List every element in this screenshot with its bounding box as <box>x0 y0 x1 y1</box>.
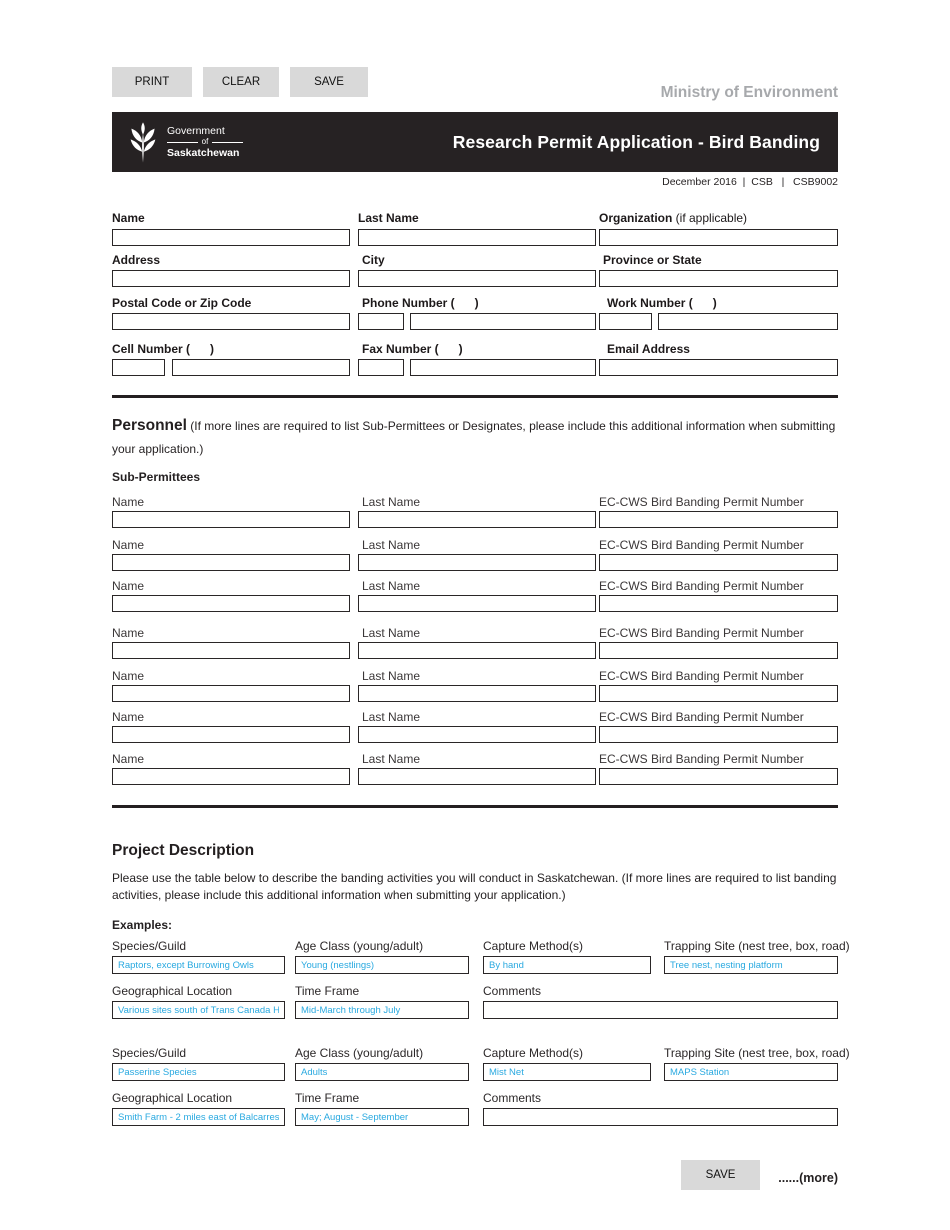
clear-button[interactable]: CLEAR <box>203 67 279 97</box>
project-description-heading: Project Description <box>112 842 255 859</box>
version-meta: December 2016 | CSB | CSB9002 <box>662 176 838 188</box>
cell-area-code-input[interactable] <box>112 359 165 376</box>
organization-label-note: (if applicable) <box>672 211 748 225</box>
subpermittee-name-label: Name <box>112 710 145 724</box>
subpermittee-last-name-label: Last Name <box>362 626 421 640</box>
subpermittee-last-name-label: Last Name <box>362 579 421 593</box>
subpermittee-permit-input[interactable] <box>599 726 838 743</box>
fax-number-input[interactable] <box>410 359 596 376</box>
wheat-sheaf-icon <box>126 122 160 163</box>
personnel-section-intro <box>112 414 844 461</box>
email-label: Email Address <box>607 342 690 356</box>
time-frame-input[interactable] <box>295 1001 469 1019</box>
name-label: Name <box>112 211 145 225</box>
last-name-label: Last Name <box>358 211 419 225</box>
email-input[interactable] <box>599 359 838 376</box>
address-label: Address <box>112 253 161 267</box>
section-divider <box>112 395 838 398</box>
example-block-2 <box>112 1046 850 1130</box>
subpermittee-name-input[interactable] <box>112 642 350 659</box>
subpermittee-last-name-input[interactable] <box>358 554 596 571</box>
age-class-input[interactable] <box>295 1063 469 1081</box>
subpermittee-last-name-label: Last Name <box>362 669 421 683</box>
subpermittee-row-7 <box>112 752 838 788</box>
trapping-site-input[interactable] <box>664 956 838 974</box>
time-frame-label: Time Frame <box>295 1091 360 1105</box>
subpermittee-permit-label: EC-CWS Bird Banding Permit Number <box>599 752 804 766</box>
examples-label: Examples: <box>112 918 173 932</box>
logo-of-text: of <box>201 137 209 147</box>
logo-line-saskatchewan: Saskatchewan <box>167 146 240 159</box>
print-button[interactable]: PRINT <box>112 67 192 97</box>
species-guild-input[interactable] <box>112 956 285 974</box>
work-area-code-input[interactable] <box>599 313 652 330</box>
toolbar <box>112 67 368 97</box>
subpermittee-name-input[interactable] <box>112 685 350 702</box>
subpermittee-name-input[interactable] <box>112 511 350 528</box>
city-input[interactable] <box>358 270 596 287</box>
trapping-site-input[interactable] <box>664 1063 838 1081</box>
age-class-label: Age Class (young/adult) <box>295 1046 424 1060</box>
city-label: City <box>362 253 385 267</box>
trapping-site-label: Trapping Site (nest tree, box, road) <box>664 939 850 953</box>
subpermittees-label: Sub-Permittees <box>112 470 201 484</box>
phone-area-code-input[interactable] <box>358 313 404 330</box>
comments-input[interactable] <box>483 1001 838 1019</box>
more-indicator: ......(more) <box>778 1171 838 1185</box>
subpermittee-permit-input[interactable] <box>599 685 838 702</box>
geographical-location-label: Geographical Location <box>112 984 233 998</box>
section-divider <box>112 805 838 808</box>
capture-method-label: Capture Method(s) <box>483 939 584 953</box>
geographical-location-input[interactable] <box>112 1001 285 1019</box>
logo-line-government: Government <box>167 124 225 137</box>
name-input[interactable] <box>112 229 350 246</box>
subpermittee-row-4 <box>112 626 838 662</box>
subpermittee-name-label: Name <box>112 752 145 766</box>
personnel-heading: Personnel <box>112 417 187 434</box>
subpermittee-permit-label: EC-CWS Bird Banding Permit Number <box>599 579 804 593</box>
postal-code-input[interactable] <box>112 313 350 330</box>
logo-line-of <box>167 137 243 147</box>
ministry-title: Ministry of Environment <box>660 84 838 101</box>
fax-area-code-input[interactable] <box>358 359 404 376</box>
save-button-bottom[interactable]: SAVE <box>681 1160 760 1190</box>
subpermittee-row-3 <box>112 579 838 615</box>
government-logo <box>126 122 243 163</box>
organization-input[interactable] <box>599 229 838 246</box>
age-class-input[interactable] <box>295 956 469 974</box>
subpermittee-permit-input[interactable] <box>599 768 838 785</box>
phone-number-input[interactable] <box>410 313 596 330</box>
address-input[interactable] <box>112 270 350 287</box>
species-guild-input[interactable] <box>112 1063 285 1081</box>
example-block-1 <box>112 939 850 1023</box>
geographical-location-input[interactable] <box>112 1108 285 1126</box>
subpermittee-row-1 <box>112 495 838 531</box>
postal-code-label: Postal Code or Zip Code <box>112 296 252 310</box>
personnel-note: (If more lines are required to list Sub-Permittees or Designates, please include this additional information when submitting your application.) <box>112 419 836 457</box>
capture-method-label: Capture Method(s) <box>483 1046 584 1060</box>
age-class-label: Age Class (young/adult) <box>295 939 424 953</box>
last-name-input[interactable] <box>358 229 596 246</box>
capture-method-input[interactable] <box>483 956 651 974</box>
subpermittee-last-name-label: Last Name <box>362 538 421 552</box>
subpermittee-name-label: Name <box>112 538 145 552</box>
subpermittee-row-2 <box>112 538 838 574</box>
subpermittee-last-name-label: Last Name <box>362 752 421 766</box>
comments-label: Comments <box>483 1091 542 1105</box>
work-number-input[interactable] <box>658 313 838 330</box>
phone-number-label: Phone Number ( ) <box>362 296 479 310</box>
subpermittee-permit-label: EC-CWS Bird Banding Permit Number <box>599 538 804 552</box>
subpermittee-name-input[interactable] <box>112 554 350 571</box>
subpermittee-permit-input[interactable] <box>599 511 838 528</box>
subpermittee-permit-input[interactable] <box>599 595 838 612</box>
subpermittee-name-label: Name <box>112 669 145 683</box>
trapping-site-label: Trapping Site (nest tree, box, road) <box>664 1046 850 1060</box>
subpermittee-name-label: Name <box>112 626 145 640</box>
subpermittee-row-5 <box>112 669 838 705</box>
subpermittee-last-name-label: Last Name <box>362 710 421 724</box>
species-guild-label: Species/Guild <box>112 939 187 953</box>
subpermittee-last-name-input[interactable] <box>358 511 596 528</box>
save-button-top[interactable]: SAVE <box>290 67 368 97</box>
subpermittee-last-name-input[interactable] <box>358 595 596 612</box>
subpermittee-name-label: Name <box>112 495 145 509</box>
comments-input[interactable] <box>483 1108 838 1126</box>
form-title: Research Permit Application - Bird Banding <box>452 131 820 152</box>
subpermittee-name-input[interactable] <box>112 595 350 612</box>
subpermittee-last-name-input[interactable] <box>358 726 596 743</box>
subpermittee-permit-input[interactable] <box>599 554 838 571</box>
fax-number-label: Fax Number ( ) <box>362 342 463 356</box>
province-label: Province or State <box>603 253 702 267</box>
subpermittee-name-input[interactable] <box>112 768 350 785</box>
comments-label: Comments <box>483 984 542 998</box>
header-banner <box>112 112 838 172</box>
cell-number-input[interactable] <box>172 359 350 376</box>
organization-label <box>599 211 747 225</box>
subpermittee-name-label: Name <box>112 579 145 593</box>
logo-text <box>167 125 243 160</box>
work-number-label: Work Number ( ) <box>607 296 717 310</box>
subpermittee-last-name-input[interactable] <box>358 642 596 659</box>
subpermittee-last-name-input[interactable] <box>358 685 596 702</box>
time-frame-input[interactable] <box>295 1108 469 1126</box>
organization-label-bold: Organization <box>599 211 673 225</box>
subpermittee-permit-label: EC-CWS Bird Banding Permit Number <box>599 495 804 509</box>
species-guild-label: Species/Guild <box>112 1046 187 1060</box>
geographical-location-label: Geographical Location <box>112 1091 233 1105</box>
subpermittee-last-name-input[interactable] <box>358 768 596 785</box>
project-description-intro: Please use the table below to describe the banding activities you will conduct in Saskatchewan. (If more lines are required to list banding activities, please include this additional information when submitting your application.) <box>112 871 837 903</box>
subpermittee-permit-label: EC-CWS Bird Banding Permit Number <box>599 710 804 724</box>
subpermittee-last-name-label: Last Name <box>362 495 421 509</box>
subpermittee-row-6 <box>112 710 838 746</box>
cell-number-label: Cell Number ( ) <box>112 342 215 356</box>
subpermittee-permit-label: EC-CWS Bird Banding Permit Number <box>599 626 804 640</box>
province-input[interactable] <box>599 270 838 287</box>
subpermittee-permit-input[interactable] <box>599 642 838 659</box>
subpermittee-name-input[interactable] <box>112 726 350 743</box>
time-frame-label: Time Frame <box>295 984 360 998</box>
capture-method-input[interactable] <box>483 1063 651 1081</box>
subpermittee-permit-label: EC-CWS Bird Banding Permit Number <box>599 669 804 683</box>
